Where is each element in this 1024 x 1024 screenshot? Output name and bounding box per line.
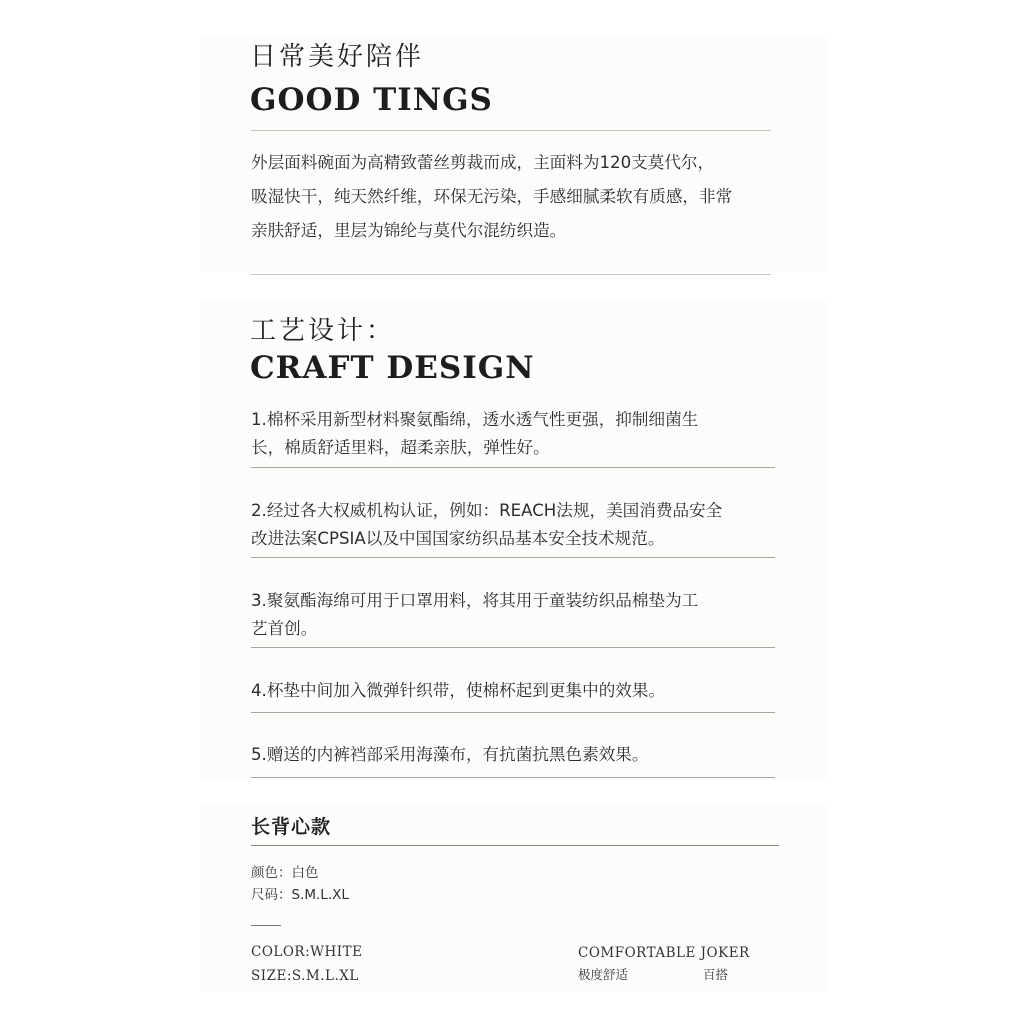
craft-item-3: [251, 587, 781, 643]
craft-item-divider: [251, 557, 775, 558]
description-line: 吸湿快干，纯天然纤维，环保无污染，手感细腻柔软有质感，非常: [251, 187, 733, 206]
craft-item-line: 改进法案CPSIA以及中国国家纺织品基本安全技术规范。: [251, 529, 665, 548]
product-title-divider: [251, 845, 779, 846]
craft-item-5: [251, 741, 781, 769]
feature-cn-versatile: 百搭: [703, 967, 729, 982]
craft-item-4: [251, 677, 781, 705]
craft-item-line: 长，棉质舒适里料，超柔亲肤，弹性好。: [251, 438, 550, 457]
section2-title-cn: 工艺设计：: [250, 316, 396, 346]
feature-cn-comfortable: 极度舒适: [578, 967, 629, 982]
product-style-title: 长背心款: [251, 816, 332, 838]
craft-item-divider: [251, 647, 775, 648]
color-en: COLOR:WHITE: [251, 944, 363, 960]
section1-title-cn: 日常美好陪伴: [250, 42, 425, 72]
color-cn: 颜色：白色: [251, 865, 319, 881]
section1-title-divider: [251, 130, 771, 131]
craft-item-divider: [251, 467, 775, 468]
craft-item-1: [251, 406, 781, 462]
craft-item-line: 3.聚氨酯海绵可用于口罩用料，将其用于童装纺织品棉垫为工: [251, 591, 699, 610]
feature-en: COMFORTABLE JOKER: [578, 945, 750, 961]
spec-short-divider: [251, 925, 281, 926]
description-line: 亲肤舒适，里层为锦纶与莫代尔混纺织造。: [251, 221, 567, 240]
size-en: SIZE:S.M.L.XL: [251, 968, 359, 984]
craft-item-2: [251, 497, 781, 553]
size-cn: 尺码：S.M.L.XL: [251, 887, 349, 903]
craft-item-line: 4.杯垫中间加入微弹针织带，使棉杯起到更集中的效果。: [251, 681, 666, 700]
craft-item-line: 5.赠送的内裤裆部采用海藻布，有抗菌抗黑色素效果。: [251, 745, 649, 764]
craft-item-line: 艺首创。: [251, 619, 318, 638]
section2-title-en: CRAFT DESIGN: [250, 350, 535, 386]
craft-item-divider: [251, 712, 775, 713]
section1-title-en: GOOD TINGS: [250, 82, 493, 118]
craft-item-divider: [251, 777, 775, 778]
craft-item-line: 2.经过各大权威机构认证，例如：REACH法规，美国消费品安全: [251, 501, 723, 520]
section1-description: [251, 146, 781, 248]
craft-item-line: 1.棉杯采用新型材料聚氨酯绵，透水透气性更强，抑制细菌生: [251, 410, 699, 429]
description-line: 外层面料碗面为高精致蕾丝剪裁而成，主面料为120支莫代尔，: [251, 153, 715, 172]
section1-bottom-divider: [251, 274, 771, 275]
